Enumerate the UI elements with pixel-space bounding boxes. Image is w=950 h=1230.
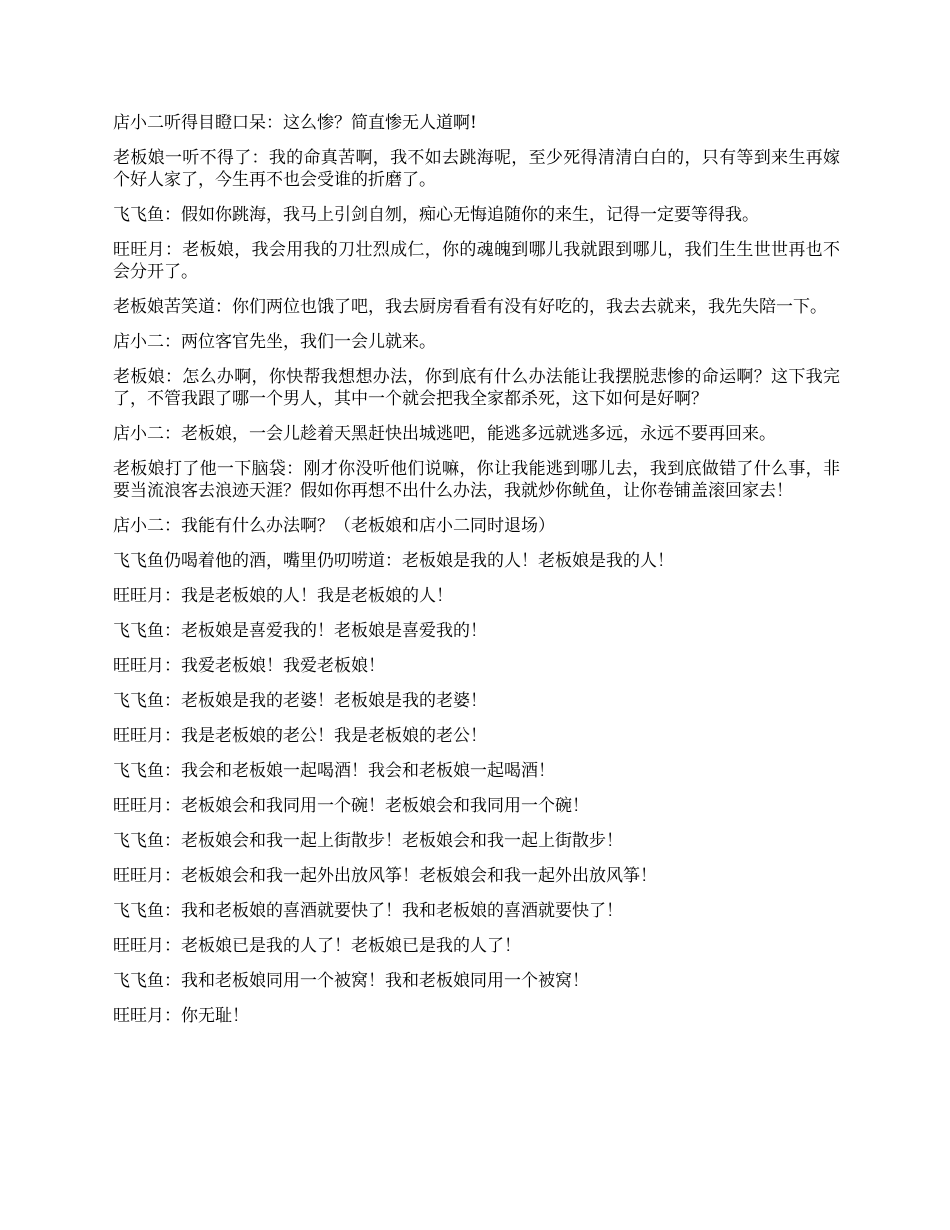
paragraph: 飞飞鱼：老板娘是喜爱我的！老板娘是喜爱我的！ — [113, 621, 487, 641]
document-page — [113, 112, 840, 1040]
paragraph: 飞飞鱼：我和老板娘的喜酒就要快了！我和老板娘的喜酒就要快了！ — [113, 901, 623, 921]
paragraph: 老板娘打了他一下脑袋：刚才你没听他们说嘛，你让我能逃到哪儿去，我到底做错了什么事，非要当流浪客去浪迹天涯？假如你再想不出什么办法，我就炒你鱿鱼，让你卷铺盖滚回家去！ — [113, 459, 840, 501]
paragraph: 老板娘：怎么办啊，你快帮我想想办法，你到底有什么办法能让我摆脱悲惨的命运啊？这下我完了，不管我跟了哪一个男人，其中一个就会把我全家都杀死，这下如何是好啊？ — [113, 367, 840, 409]
paragraph: 老板娘苦笑道：你们两位也饿了吧，我去厨房看看有没有好吃的，我去去就来，我先失陪一下。 — [113, 297, 827, 317]
paragraph: 旺旺月：老板娘，我会用我的刀壮烈成仁，你的魂魄到哪儿我就跟到哪儿，我们生生世世再也不会分开了。 — [113, 240, 840, 282]
paragraph: 店小二听得目瞪口呆：这么惨？简直惨无人道啊! — [113, 113, 477, 133]
paragraph: 老板娘一听不得了：我的命真苦啊，我不如去跳海呢，至少死得清清白白的，只有等到来生再嫁个好人家了，今生再不也会受谁的折磨了。 — [113, 148, 840, 190]
paragraph: 旺旺月：我是老板娘的人！我是老板娘的人！ — [113, 586, 453, 606]
paragraph: 飞飞鱼：我和老板娘同用一个被窝！我和老板娘同用一个被窝！ — [113, 971, 589, 991]
paragraph: 飞飞鱼：假如你跳海，我马上引剑自刎，痴心无悔追随你的来生，记得一定要等得我。 — [113, 205, 759, 225]
paragraph: 店小二：老板娘，一会儿趁着天黑赶快出城逃吧，能逃多远就逃多远，永远不要再回来。 — [113, 424, 776, 444]
paragraph: 旺旺月：我是老板娘的老公！我是老板娘的老公！ — [113, 726, 487, 746]
paragraph: 店小二：两位客官先坐，我们一会儿就来。 — [113, 332, 436, 352]
paragraph: 旺旺月：我爱老板娘！我爱老板娘！ — [113, 656, 385, 676]
paragraph: 旺旺月：老板娘已是我的人了！老板娘已是我的人了！ — [113, 936, 521, 956]
paragraph: 旺旺月：老板娘会和我同用一个碗！老板娘会和我同用一个碗！ — [113, 796, 589, 816]
paragraph: 飞飞鱼仍喝着他的酒，嘴里仍叨唠道：老板娘是我的人！老板娘是我的人！ — [113, 551, 674, 571]
paragraph: 旺旺月：老板娘会和我一起外出放风筝！老板娘会和我一起外出放风筝！ — [113, 866, 657, 886]
paragraph: 旺旺月：你无耻！ — [113, 1006, 249, 1026]
paragraph: 店小二：我能有什么办法啊？（老板娘和店小二同时退场） — [113, 516, 555, 536]
paragraph: 飞飞鱼：老板娘是我的老婆！老板娘是我的老婆！ — [113, 691, 487, 711]
paragraph: 飞飞鱼：我会和老板娘一起喝酒！我会和老板娘一起喝酒！ — [113, 761, 555, 781]
paragraph: 飞飞鱼：老板娘会和我一起上街散步！老板娘会和我一起上街散步！ — [113, 831, 623, 851]
